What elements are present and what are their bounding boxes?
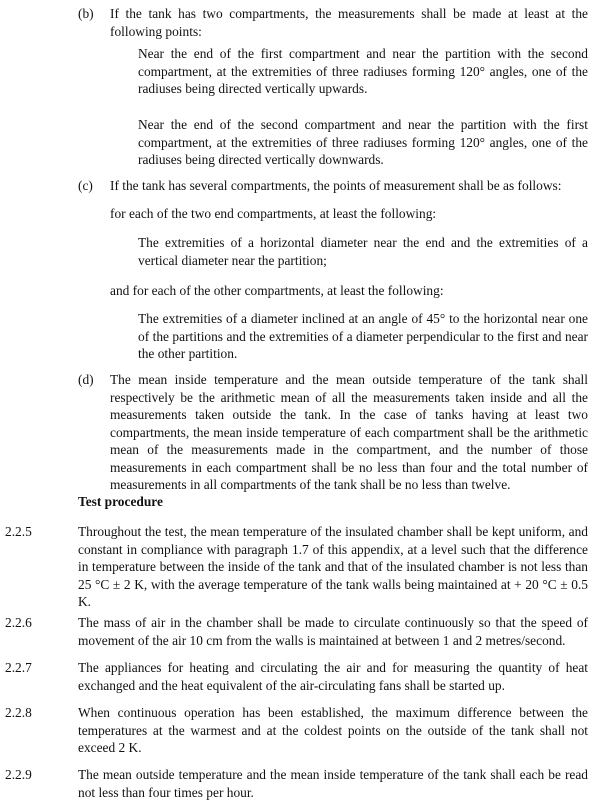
item-c-label: (c) xyxy=(78,178,93,193)
item-c-other-intro: and for each of the other compartments, at least the following: xyxy=(110,283,444,298)
item-b-point-1: Near the end of the first compartment and near the partition with the second compartment, at the extremities of three radiuses forming 120° angles, one of the radiuses being directed vertically upwards. xyxy=(138,46,588,96)
para-2-2-8-number: 2.2.8 xyxy=(5,705,32,720)
para-2-2-6-text: The mass of air in the chamber shall be made to circulate continuously so that the speed of movement of the air 10 cm from the walls is maintained at between 1 and 2 metres/second. xyxy=(78,615,588,648)
para-2-2-8-text: When continuous operation has been established, the maximum difference between the temperatures at the warmest and at the coldest points on the outside of the tank shall not exceed 2 K. xyxy=(78,705,588,755)
item-b-lead: If the tank has two compartments, the measurements shall be made at least at the following points: xyxy=(110,6,588,39)
para-2-2-7-number: 2.2.7 xyxy=(5,660,32,675)
para-2-2-7-text: The appliances for heating and circulating the air and for measuring the quantity of heat exchanged and the heat equivalent of the air-circulating fans shall be started up. xyxy=(78,660,588,693)
para-2-2-5-text: Throughout the test, the mean temperature of the insulated chamber shall be kept uniform, and constant in compliance with paragraph 1.7 of this appendix, at a level such that the difference in temperature between the inside of the tank and that of the insulated chamber is not less than 25 °C ± 2 K, with the average temperature of the tank walls being maintained at + 20 °C ± 0.5 K. xyxy=(78,524,588,609)
item-d-label: (d) xyxy=(78,372,94,387)
item-c-end-intro: for each of the two end compartments, at least the following: xyxy=(110,206,437,221)
item-c-other-text: The extremities of a diameter inclined at an angle of 45° to the horizontal near one of the partitions and the extremities of a diameter perpendicular to the first and near the other partition. xyxy=(138,311,588,361)
para-2-2-5-number: 2.2.5 xyxy=(5,524,32,539)
item-b-point-2: Near the end of the second compartment and near the partition with the first compartment, at the extremities of three radiuses forming 120° angles, one of the radiuses being directed vertically downwards. xyxy=(138,117,588,167)
item-c-end-text: The extremities of a horizontal diameter near the end and the extremities of a vertical diameter near the partition; xyxy=(138,235,588,268)
section-heading: Test procedure xyxy=(78,494,163,509)
item-c-lead: If the tank has several compartments, the points of measurement shall be as follows: xyxy=(110,178,562,193)
para-2-2-9-text: The mean outside temperature and the mean inside temperature of the tank shall each be read not less than four times per hour. xyxy=(78,767,588,800)
para-2-2-6-number: 2.2.6 xyxy=(5,615,32,630)
item-d-text: The mean inside temperature and the mean outside temperature of the tank shall respectively be the arithmetic mean of all the measurements taken inside and all the measurements taken outside the tank. In the case of tanks having at least two compartments, the mean inside temperature of each compartment shall be the arithmetic mean of the measurements made in the compartment, and the number of those measurements in each compartment shall be no less than four and the total number of measurements in all compartments of the tank shall be no less than twelve. xyxy=(110,372,588,492)
para-2-2-9-number: 2.2.9 xyxy=(5,767,32,782)
item-b-label: (b) xyxy=(78,6,94,21)
